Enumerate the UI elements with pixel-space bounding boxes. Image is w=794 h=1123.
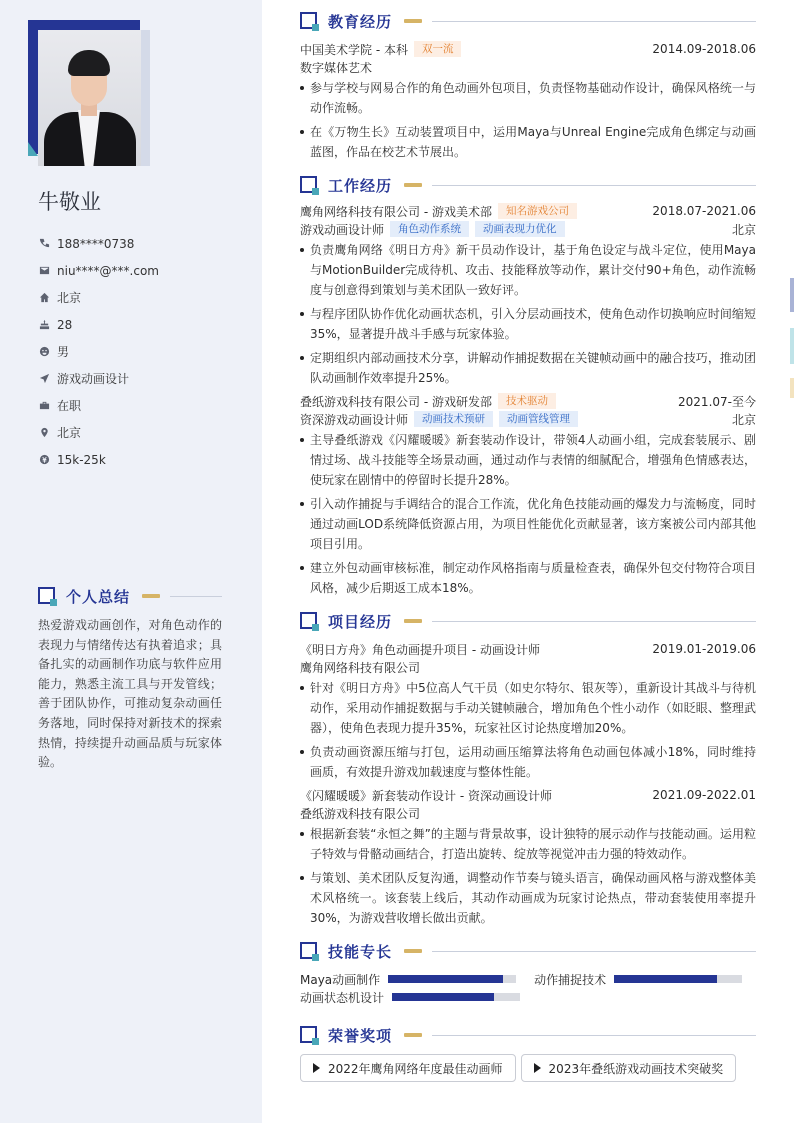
projects-section-header [300,610,756,632]
skill-label: Maya动画制作 [300,972,381,987]
list-item: 负责动画资源压缩与打包，运用动画压缩算法将角色动画包体减小18%，同时维持画质，有效提升游戏加载速度与整体性能。 [300,742,756,782]
role-tag: 动画表现力优化 [475,221,565,237]
list-item: 根据新套装“永恒之舞”的主题与背景故事，设计独特的展示动作与技能动画。运用粒子特效与骨骼动画结合，打造出旋转、绽放等视觉冲击力强的特效动作。 [300,824,756,864]
list-item: 建立外包动画审核标准，制定动作风格指南与质量检查表，确保外包交付物符合项目风格，减少后期返工成本18%。 [300,558,756,598]
play-triangle-icon [534,1063,541,1073]
info-target-city: 北京 [38,419,248,446]
skill-item [534,971,742,988]
job-bullets [300,240,756,388]
section-title: 项目经历 [328,612,393,631]
list-item: 针对《明日方舟》中5位高人气干员（如史尔特尔、银灰等），重新设计其战斗与待机动作，采用动作捕捉数据与手动关键帧融合，增加角色个性小动作（如眨眼、整理武器），使角色表现力提升35%，玩家社区讨论热度增加20%。 [300,678,756,738]
section-square-icon [300,1026,319,1045]
birthday-cake-icon [38,319,50,331]
section-title: 工作经历 [328,176,393,195]
job-role: 游戏动画设计师 [300,222,385,237]
school-tag: 双一流 [414,41,462,57]
section-title: 个人总结 [66,587,131,606]
job-city: 北京 [731,222,756,237]
section-square-icon [300,612,319,631]
profile-photo-frame [28,20,152,166]
job-bullets [300,430,756,598]
send-icon [38,373,50,385]
section-square-icon [300,12,319,31]
section-square-icon [38,587,57,606]
gender-icon [38,346,50,358]
project-date: 2019.01-2019.06 [652,642,756,656]
info-age: 28 [38,311,248,338]
project-org: 叠纸游戏科技有限公司 [300,806,421,821]
job-entry [300,392,756,598]
info-salary: 15k-25k [38,446,248,473]
info-email: niu****@***.com [38,257,248,284]
project-name: 《闪耀暖暖》新套装动作设计 - 资深动画设计师 [300,788,552,803]
awards-section-header [300,1024,756,1046]
skills-section-header [300,940,756,962]
list-item: 参与学校与网易合作的角色动画外包项目，负责怪物基础动作设计，确保风格统一与动作流畅。 [300,78,756,118]
education-bullets [300,78,756,162]
project-entry [300,640,756,782]
location-pin-icon [38,427,50,439]
education-entry [300,40,756,162]
info-job-status: 在职 [38,392,248,419]
award-item: 2022年鹰角网络年度最佳动画师 [300,1054,516,1082]
role-tag: 角色动作系统 [390,221,469,237]
list-item: 引入动作捕捉与手调结合的混合工作流，优化角色技能动画的爆发力与流畅度，同时通过动画LOD系统降低资源占用，为项目性能优化贡献显著，该方案被公司内部其他项目引用。 [300,494,756,554]
home-icon [38,292,50,304]
skill-label: 动画状态机设计 [300,990,385,1005]
info-city: 北京 [38,284,248,311]
job-city: 北京 [731,412,756,427]
briefcase-icon [38,400,50,412]
skill-level-bar [392,993,520,1001]
awards-list [300,1054,756,1082]
project-date: 2021.09-2022.01 [652,788,756,802]
major: 数字媒体艺术 [300,60,373,75]
role-tag: 动画技术预研 [414,411,493,427]
project-entry [300,786,756,928]
project-org: 鹰角网络科技有限公司 [300,660,421,675]
company-tag: 技术驱动 [498,393,556,409]
phone-icon [38,238,50,250]
list-item: 与程序团队协作优化动画状态机，引入分层动画技术，使角色动作切换响应时间缩短35%，显著提升战斗手感与玩家体验。 [300,304,756,344]
project-bullets [300,678,756,782]
section-title: 教育经历 [328,12,393,31]
skill-label: 动作捕捉技术 [534,972,607,987]
role-tag: 动画管线管理 [499,411,578,427]
edge-marker [790,328,794,364]
work-section-header [300,174,756,196]
mail-icon [38,265,50,277]
skill-level-bar [614,975,742,983]
list-item: 负责鹰角网络《明日方舟》新干员动作设计，基于角色设定与战斗定位，使用Maya与MotionBuilder完成待机、攻击、技能释放等动作，累计交付90+角色，动作流畅度与创意得到策划与美术团队一致好评。 [300,240,756,300]
summary-section-header [38,585,222,607]
sidebar [0,0,262,1123]
candidate-name: 牛敬业 [38,190,101,214]
edge-marker [790,378,794,398]
company-name: 鹰角网络科技有限公司 - 游戏美术部 [300,204,492,219]
skill-item [300,971,516,988]
skills-list [300,970,756,1006]
info-gender: 男 [38,338,248,365]
section-title: 技能专长 [328,942,393,961]
info-target-job: 游戏动画设计 [38,365,248,392]
list-item: 主导叠纸游戏《闪耀暖暖》新套装动作设计，带领4人动画小组，完成套装展示、剧情过场、战斗技能等全场景动画，通过动作与表情的细腻配合，增强角色情感表达，使玩家在剧情中的停留时长提升28%。 [300,430,756,490]
list-item: 在《万物生长》互动装置项目中，运用Maya与Unreal Engine完成角色绑定与动画蓝图，作品在校艺术节展出。 [300,122,756,162]
list-item: 定期组织内部动画技术分享，讲解动作捕捉数据在关键帧动画中的融合技巧，推动团队动画制作效率提升25%。 [300,348,756,388]
avatar [38,30,141,166]
summary-text: 热爱游戏动画创作，对角色动作的表现力与情绪传达有执着追求；具备扎实的动画制作功底与软件应用能力，熟悉主流工具与开发管线；善于团队协作，可推动复杂动画任务落地，同时保持对新技术的探索热情，持续提升动画品质与玩家体验。 [38,618,222,770]
school-name: 中国美术学院 - 本科 [300,42,408,57]
main-content [300,10,756,1082]
education-section-header [300,10,756,32]
skill-item [300,989,520,1006]
edge-marker [790,278,794,312]
job-date: 2021.07-至今 [678,394,756,409]
section-title: 荣誉奖项 [328,1026,393,1045]
job-entry [300,202,756,388]
contact-info-list [38,230,248,473]
company-tag: 知名游戏公司 [498,203,577,219]
play-triangle-icon [313,1063,320,1073]
info-phone: 188****0738 [38,230,248,257]
section-square-icon [300,942,319,961]
award-item: 2023年叠纸游戏动画技术突破奖 [521,1054,737,1082]
list-item: 与策划、美术团队反复沟通，调整动作节奏与镜头语言，确保动画风格与游戏整体美术风格统一。该套装上线后，其动作动画成为玩家讨论热点，带动套装使用率提升30%，为游戏营收增长做出贡献。 [300,868,756,928]
project-name: 《明日方舟》角色动画提升项目 - 动画设计师 [300,642,540,657]
job-date: 2018.07-2021.06 [652,204,756,218]
education-date: 2014.09-2018.06 [652,42,756,56]
project-bullets [300,824,756,928]
skill-level-bar [388,975,516,983]
job-role: 资深游戏动画设计师 [300,412,409,427]
company-name: 叠纸游戏科技有限公司 - 游戏研发部 [300,394,492,409]
section-square-icon [300,176,319,195]
money-icon [38,454,50,466]
